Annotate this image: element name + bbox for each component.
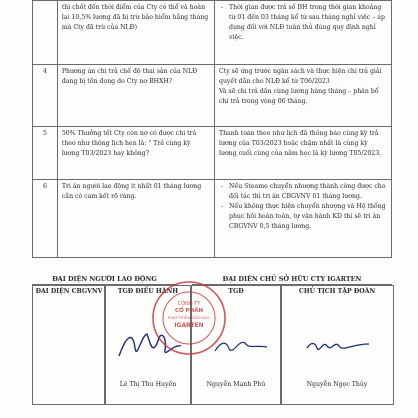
response-item: Cty sẽ ứng trước ngân sách và thực hiện chi trả giải quyết dần cho NLĐ kể từ T06/2023 — [218, 68, 382, 85]
signer-role: TGĐ — [228, 288, 244, 295]
employee-rep-header: ĐẠI DIỆN NGƯỜI LAO ĐỘNG — [52, 275, 157, 283]
table-row — [33, 1, 392, 65]
signer-name: Nguyễn Ngọc Thủy — [306, 381, 368, 388]
stamp-text: CÔNG TY — [177, 301, 201, 307]
agreement-table — [32, 0, 392, 258]
signature-mark — [303, 332, 373, 362]
row-content: Tri ân người lao động it nhất 01 tháng lương cần có cam kết rõ ràng. — [57, 180, 214, 258]
table-row — [33, 65, 392, 127]
owner-rep-header: ĐẠI DIỆN CHỦ SỞ HỮU CTY IGARTEN — [222, 275, 362, 283]
signature-box-chairman — [280, 285, 394, 405]
row-number: 6 — [33, 180, 58, 258]
signer-role: TGĐ ĐIỀU HÀNH — [117, 288, 179, 295]
stamp-text: IGARTEN — [174, 322, 204, 329]
table-row — [33, 180, 392, 258]
row-response — [214, 1, 391, 65]
response-item: Thanh toán theo như lịch đã thông báo cùng kỳ trả lương của T03/2023 hoặc chậm nhất là cùng kỳ lương cuối cùng của năm học là kỳ lương T05/2023. — [218, 130, 382, 157]
row-response — [214, 127, 391, 180]
stamp-text: PHÁT TRIỂN GIÁO DỤC — [167, 315, 211, 320]
row-content: thì chốt đến thời điểm của Cty có thể và hoàn lại 10,5% lương đã bị trừ bảo hiểm hằng tháng mà Cty đã trừ của NLĐ) — [57, 1, 214, 65]
row-number: 4 — [33, 65, 58, 127]
row-number — [33, 1, 58, 65]
company-stamp — [150, 279, 228, 357]
signer-role: ĐẠI DIỆN CBGVNV — [35, 288, 103, 295]
row-content: 50% Thưởng tết Cty còn nợ có được chi trả theo như thông lịch hẹn là: " Trả cùng kỳ lương T03/2023 hay không? — [57, 127, 214, 180]
signer-name: Nguyễn Mạnh Phú — [206, 381, 266, 388]
response-item: Và sẽ chi trả dần cùng lương hàng tháng – phân bổ chi trả trong vòng 06 tháng. — [218, 88, 379, 105]
response-item: - Thời gian được trả số BH trong thời gian khoảng từ 01 đến 03 tháng kể từ sau tháng nghỉ việc – áp dụng đối với NLĐ tuân thủ đúng quy định nghỉ việc. — [219, 3, 387, 43]
row-number: 5 — [33, 127, 58, 180]
row-response — [214, 65, 391, 127]
row-content: Phương án chi trả chế độ thai sản của NLĐ đang bị tồn đọng do Cty nợ BHXH? — [57, 65, 214, 127]
response-item: - Nếu không thực hiện chuyển nhượng và Hệ thống phục hồi hoàn toàn, tự vận hành KD thì sẽ tri ân CBGVNV 0,5 tháng lương. — [219, 202, 387, 232]
signature-section — [32, 275, 392, 415]
signer-role: CHỦ TỊCH TẬP ĐOÀN — [298, 288, 376, 295]
signature-box-cbgvnv — [32, 285, 106, 405]
row-response — [214, 180, 391, 258]
response-item: - Nếu Steame chuyển nhượng thành công được cho đối tác thì tri ân CBGVNV 01 tháng lương. — [219, 182, 387, 202]
stamp-text: CỔ PHẦN — [174, 308, 204, 314]
signer-name: Lê Thị Thu Huyền — [119, 381, 177, 388]
table-row — [33, 127, 392, 180]
